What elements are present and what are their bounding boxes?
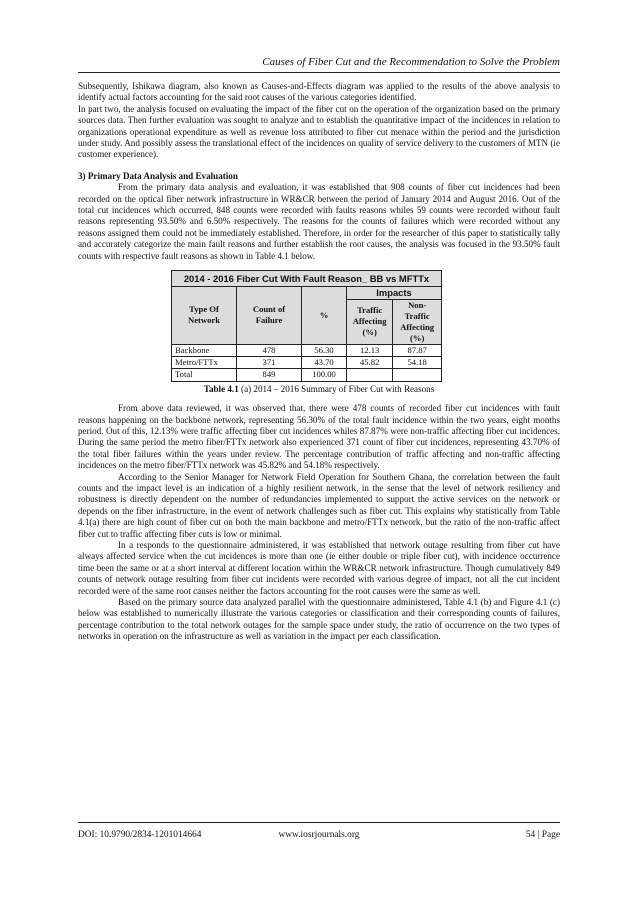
paragraph-senior-manager: According to the Senior Manager for Network Field Operation for Southern Ghana, the correlation between the fault counts and the impact level is an indication of a highly resilient network, in the sense that the level of network resiliency and robustness is directly dependent on the number of redundancies implemented to support the active services on the network or depends on the fiber infrastructure, in the event of network challenges such as fiber cut. This explains why statistically from Table 4.1(a) there are high count of fiber cut on both the main backbone and metro/FTTx network, but the ratio of the non-traffic affect fiber cut to traffic affecting fiber cuts is low or minimal. xyxy=(78,471,560,539)
table-row xyxy=(172,344,442,356)
cell-traffic: 12.13 xyxy=(347,344,393,356)
cell-traffic xyxy=(347,369,393,381)
col-header-pct: % xyxy=(302,287,347,344)
cell-nontraffic: 87.87 xyxy=(393,344,442,356)
cell-type: Backbone xyxy=(172,344,237,356)
cell-type: Total xyxy=(172,369,237,381)
paragraph-primary-source: Based on the primary source data analyzed parallel with the questionnaire administered, Table 4.1 (b) and Figure 4.1 (c) below was established to numerically illustrate the various categories or classification and their corresponding counts of failures, percentage contribution to the total network outages for the sample space under study, the ratio of occurrence on the two types of networks in operation on the infrastructure as well as variation in the impact per each classification. xyxy=(78,597,560,642)
paragraph-ishikawa: Subsequently, Ishikawa diagram, also known as Causes-and-Effects diagram was applied to the results of the above analysis to identify actual factors accounting for the said root causes of the various categories identified. xyxy=(78,81,560,103)
col-header-traffic: Traffic Affecting (%) xyxy=(347,299,393,344)
table-title: 2014 - 2016 Fiber Cut With Fault Reason_ BB vs MFTTx xyxy=(172,271,442,287)
table-caption-label: Table 4.1 xyxy=(203,383,239,394)
cell-pct: 100.00 xyxy=(302,369,347,381)
header-rule xyxy=(78,72,560,73)
table-row xyxy=(172,369,442,381)
cell-count: 371 xyxy=(237,356,302,368)
paragraph-data-review: From above data reviewed, it was observed that, there were 478 counts of recorded fiber cut incidences with fault reasons happening on the backbone network, representing 56.30% of the total fault incidence within the two years, eight months period. Out of this, 12.13% were traffic affecting fiber cut incidences whiles 87.87% were non-traffic affecting fiber cut incidences. During the same period the metro fiber/FTTx network also experienced 371 count of fiber cut incidences, representing 43.70% of the total fiber failures within the years under review. The percentage contribution of traffic affecting and non-traffic affecting incidences on the metro fiber/FTTx network was 45.82% and 54.18% respectively. xyxy=(78,403,560,471)
cell-nontraffic: 54.18 xyxy=(393,356,442,368)
cell-pct: 56.30 xyxy=(302,344,347,356)
paragraph-primary-data: From the primary data analysis and evaluation, it was established that 908 counts of fiber cut incidences had been recorded on the optical fiber network infrastructure in WR&CR between the period of January 2014 and August 2016. Out of the total cut incidences which occurred, 848 counts were recorded with faults reasons whiles 59 counts were recorded without fault reasons representing 93.50% and 6.50% respectively. The reasons for the counts of failures which were recorded without any reasons assigned them could not be immediately established. Therefore, in order for the researcher of this paper to statistically tally and accurately categorize the main fault reasons and further establish the root causes, the analysis was focused in the 93.50% fault counts with respective fault reasons as shown in Table 4.1 below. xyxy=(78,182,560,261)
section-heading: 3) Primary Data Analysis and Evaluation xyxy=(78,170,238,181)
running-header: Causes of Fiber Cut and the Recommendation to Solve the Problem xyxy=(262,56,560,68)
footer-doi: DOI: 10.9790/2834-1201014664 xyxy=(78,830,202,840)
cell-traffic: 45.82 xyxy=(347,356,393,368)
col-header-nontraffic: Non-Traffic Affecting (%) xyxy=(393,299,442,344)
cell-nontraffic xyxy=(393,369,442,381)
col-header-type: Type Of Network xyxy=(172,287,237,344)
footer-page-number: 54 | Page xyxy=(525,830,560,840)
table-caption-text: (a) 2014 – 2016 Summary of Fiber Cut with Reasons xyxy=(238,383,435,394)
col-header-count: Count of Failure xyxy=(237,287,302,344)
table-caption xyxy=(78,384,560,395)
footer-rule xyxy=(78,822,560,823)
cell-type: Metro/FTTx xyxy=(172,356,237,368)
table-4-1-a xyxy=(171,270,442,382)
footer-website: www.iosrjournals.org xyxy=(278,830,360,840)
cell-count: 849 xyxy=(237,369,302,381)
cell-pct: 43.70 xyxy=(302,356,347,368)
paragraph-questionnaire: In a responds to the questionnaire administered, it was established that network outage resulting from fiber cut have always affected service when the cut incidences is more than one (ie either double or triple fiber cut), with incidence occurrence time been the same or at a short interval at different location within the WR&CR network infrastructure. Though cumulatively 849 counts of network outage resulting from fiber cut incidents were recorded with various degree of impact, not all the cut incident recorded were of the same root causes neither the factors accounting for the root causes were the same as well. xyxy=(78,540,560,596)
cell-count: 478 xyxy=(237,344,302,356)
table-row xyxy=(172,356,442,368)
col-header-impacts: Impacts xyxy=(347,287,442,299)
page-body xyxy=(78,81,560,643)
paragraph-part-two: In part two, the analysis focused on evaluating the impact of the fiber cut on the operation of the organization based on the primary sources data. Then further evaluation was sought to analyze and to establish the quantitative impact of the incidences in relation to organizations operational expenditure as well as revenue loss attributed to fiber cut menace within the period and the jurisdiction under study. And possibly assess the translational effect of the incidences on quality of service delivery to the customers of MTN (ie customer experience). xyxy=(78,103,560,160)
